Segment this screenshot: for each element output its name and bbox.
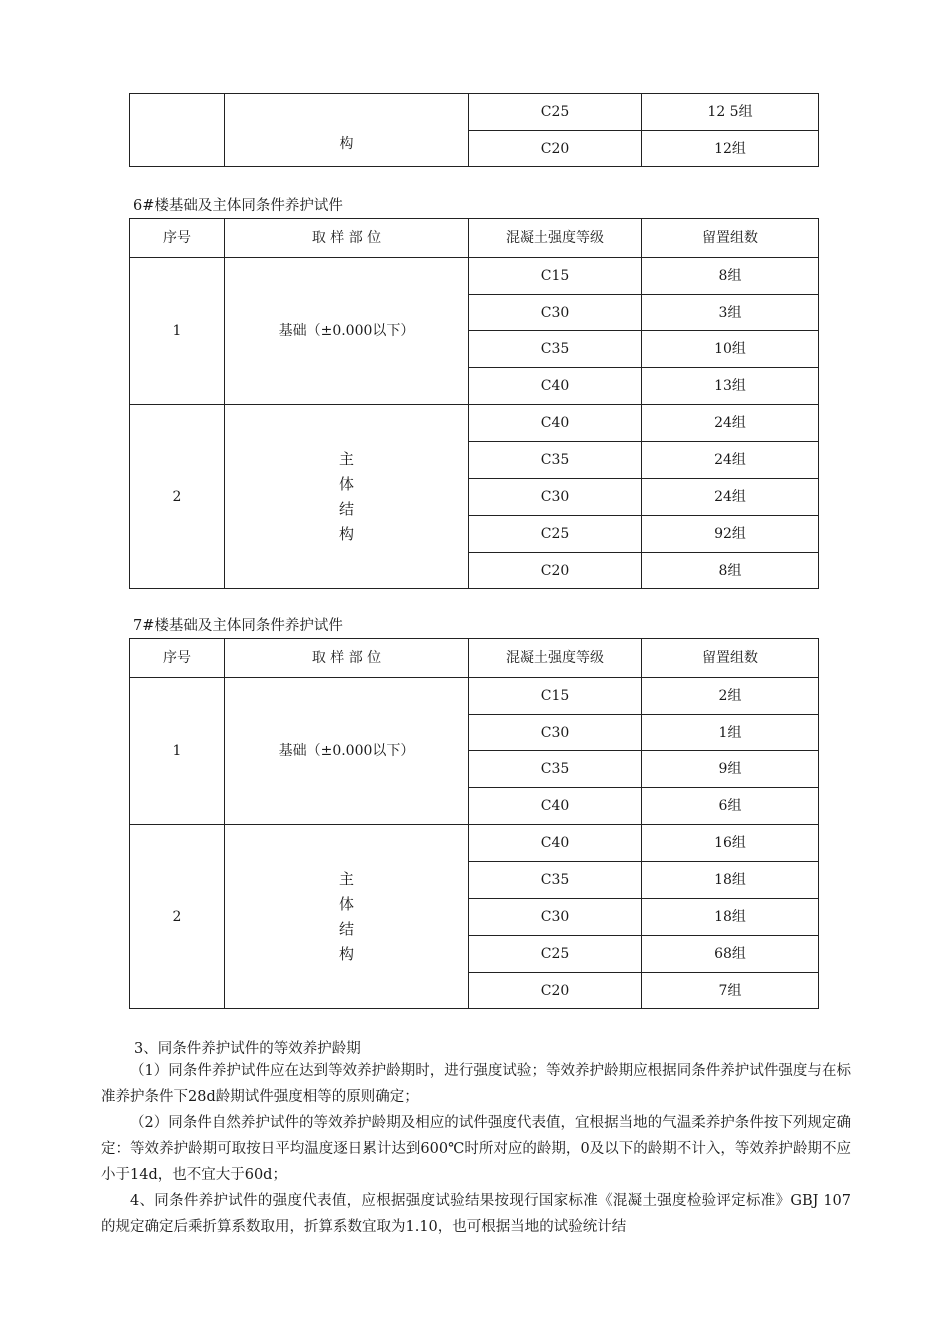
table-cell-count: 24组: [642, 479, 819, 516]
table6: [129, 218, 819, 589]
location-char: 结: [338, 919, 354, 938]
table6-header-grade: 混凝土强度等级: [469, 219, 642, 258]
table7-g2-location: [225, 825, 469, 1009]
table-cell-count: 16组: [642, 825, 819, 862]
table7-g1-location: 基础（±0.000以下）: [225, 678, 469, 825]
location-char: 主: [338, 449, 354, 468]
table-cell-count: 7组: [642, 973, 819, 1009]
table-cell-grade: C25: [469, 94, 642, 131]
table-cell-grade: C30: [469, 715, 642, 751]
table-cell-grade: C40: [469, 825, 642, 862]
table6-caption: 6#楼基础及主体同条件养护试件: [133, 198, 343, 214]
table6-g2-location: [225, 405, 469, 589]
table7-header-location: 取 样 部 位: [225, 639, 469, 678]
table-cell-count: 18组: [642, 862, 819, 899]
top-table: [129, 93, 819, 167]
table-cell-count: 10组: [642, 331, 819, 368]
table-cell-grade: C15: [469, 678, 642, 715]
table-cell-count: 68组: [642, 936, 819, 973]
table-cell-grade: C20: [469, 131, 642, 167]
top-table-location-text: 构: [339, 136, 354, 152]
table-cell-grade: C25: [469, 516, 642, 553]
location-char: 体: [338, 474, 354, 493]
location-char: 主: [338, 869, 354, 888]
table-cell-grade: C40: [469, 368, 642, 405]
table6-header-no: 序号: [130, 219, 225, 258]
table7-g2-no: 2: [130, 825, 225, 1009]
table6-header-location: 取 样 部 位: [225, 219, 469, 258]
table-cell-count: 2组: [642, 678, 819, 715]
table-cell-grade: C30: [469, 899, 642, 936]
section-heading-3: 3、同条件养护试件的等效养护龄期: [134, 1041, 361, 1057]
table6-g1-location: 基础（±0.000以下）: [225, 258, 469, 405]
location-char: 体: [338, 894, 354, 913]
table6-g1-no: 1: [130, 258, 225, 405]
table-cell-grade: C15: [469, 258, 642, 295]
table-cell-grade: C30: [469, 295, 642, 331]
table-cell-count: 12 5组: [642, 94, 819, 131]
body-text: [101, 1058, 851, 1240]
table-cell-count: 24组: [642, 442, 819, 479]
top-table-location-cell: [225, 94, 469, 167]
table-cell-count: 13组: [642, 368, 819, 405]
table-cell-count: 6组: [642, 788, 819, 825]
table-cell-count: 92组: [642, 516, 819, 553]
table-cell-grade: C30: [469, 479, 642, 516]
table-cell-count: 8组: [642, 258, 819, 295]
table7-caption: 7#楼基础及主体同条件养护试件: [133, 618, 343, 634]
location-char: 构: [338, 944, 354, 963]
table-cell-count: 18组: [642, 899, 819, 936]
table7-header-grade: 混凝土强度等级: [469, 639, 642, 678]
table-cell-count: 1组: [642, 715, 819, 751]
table-cell-count: 8组: [642, 553, 819, 589]
table-cell-grade: C40: [469, 405, 642, 442]
table6-header-count: 留置组数: [642, 219, 819, 258]
location-char: 结: [338, 499, 354, 518]
table-cell-count: 12组: [642, 131, 819, 167]
table-cell-grade: C20: [469, 973, 642, 1009]
location-char: 构: [338, 524, 354, 543]
table-cell-grade: C35: [469, 331, 642, 368]
paragraph-3: 4、同条件养护试件的强度代表值，应根据强度试验结果按现行国家标准《混凝土强度检验评定标准》GBJ 107的规定确定后乘折算系数取用，折算系数宜取为1.10，也可根据当地的试验统计结: [101, 1193, 851, 1235]
table-cell-grade: C35: [469, 751, 642, 788]
table7: [129, 638, 819, 1009]
table-cell-count: 9组: [642, 751, 819, 788]
table7-header-count: 留置组数: [642, 639, 819, 678]
table-cell-grade: C40: [469, 788, 642, 825]
paragraph-1: （1）同条件养护试件应在达到等效养护龄期时，进行强度试验；等效养护龄期应根据同条件养护试件强度与在标准养护条件下28d龄期试件强度相等的原则确定；: [101, 1063, 851, 1105]
table-cell-grade: C25: [469, 936, 642, 973]
table7-g1-no: 1: [130, 678, 225, 825]
table-cell-grade: C35: [469, 862, 642, 899]
table-cell-count: 3组: [642, 295, 819, 331]
table-cell-grade: C20: [469, 553, 642, 589]
top-table-number-cell: [130, 94, 225, 167]
table7-header-no: 序号: [130, 639, 225, 678]
paragraph-2: （2）同条件自然养护试件的等效养护龄期及相应的试件强度代表值，宜根据当地的气温柔养护条件按下列规定确定：等效养护龄期可取按日平均温度逐日累计达到600℃时所对应的龄期，0及以下的龄期不计入，等效养护龄期不应小于14d，也不宜大于60d；: [101, 1115, 851, 1183]
table-cell-grade: C35: [469, 442, 642, 479]
table-cell-count: 24组: [642, 405, 819, 442]
table6-g2-no: 2: [130, 405, 225, 589]
